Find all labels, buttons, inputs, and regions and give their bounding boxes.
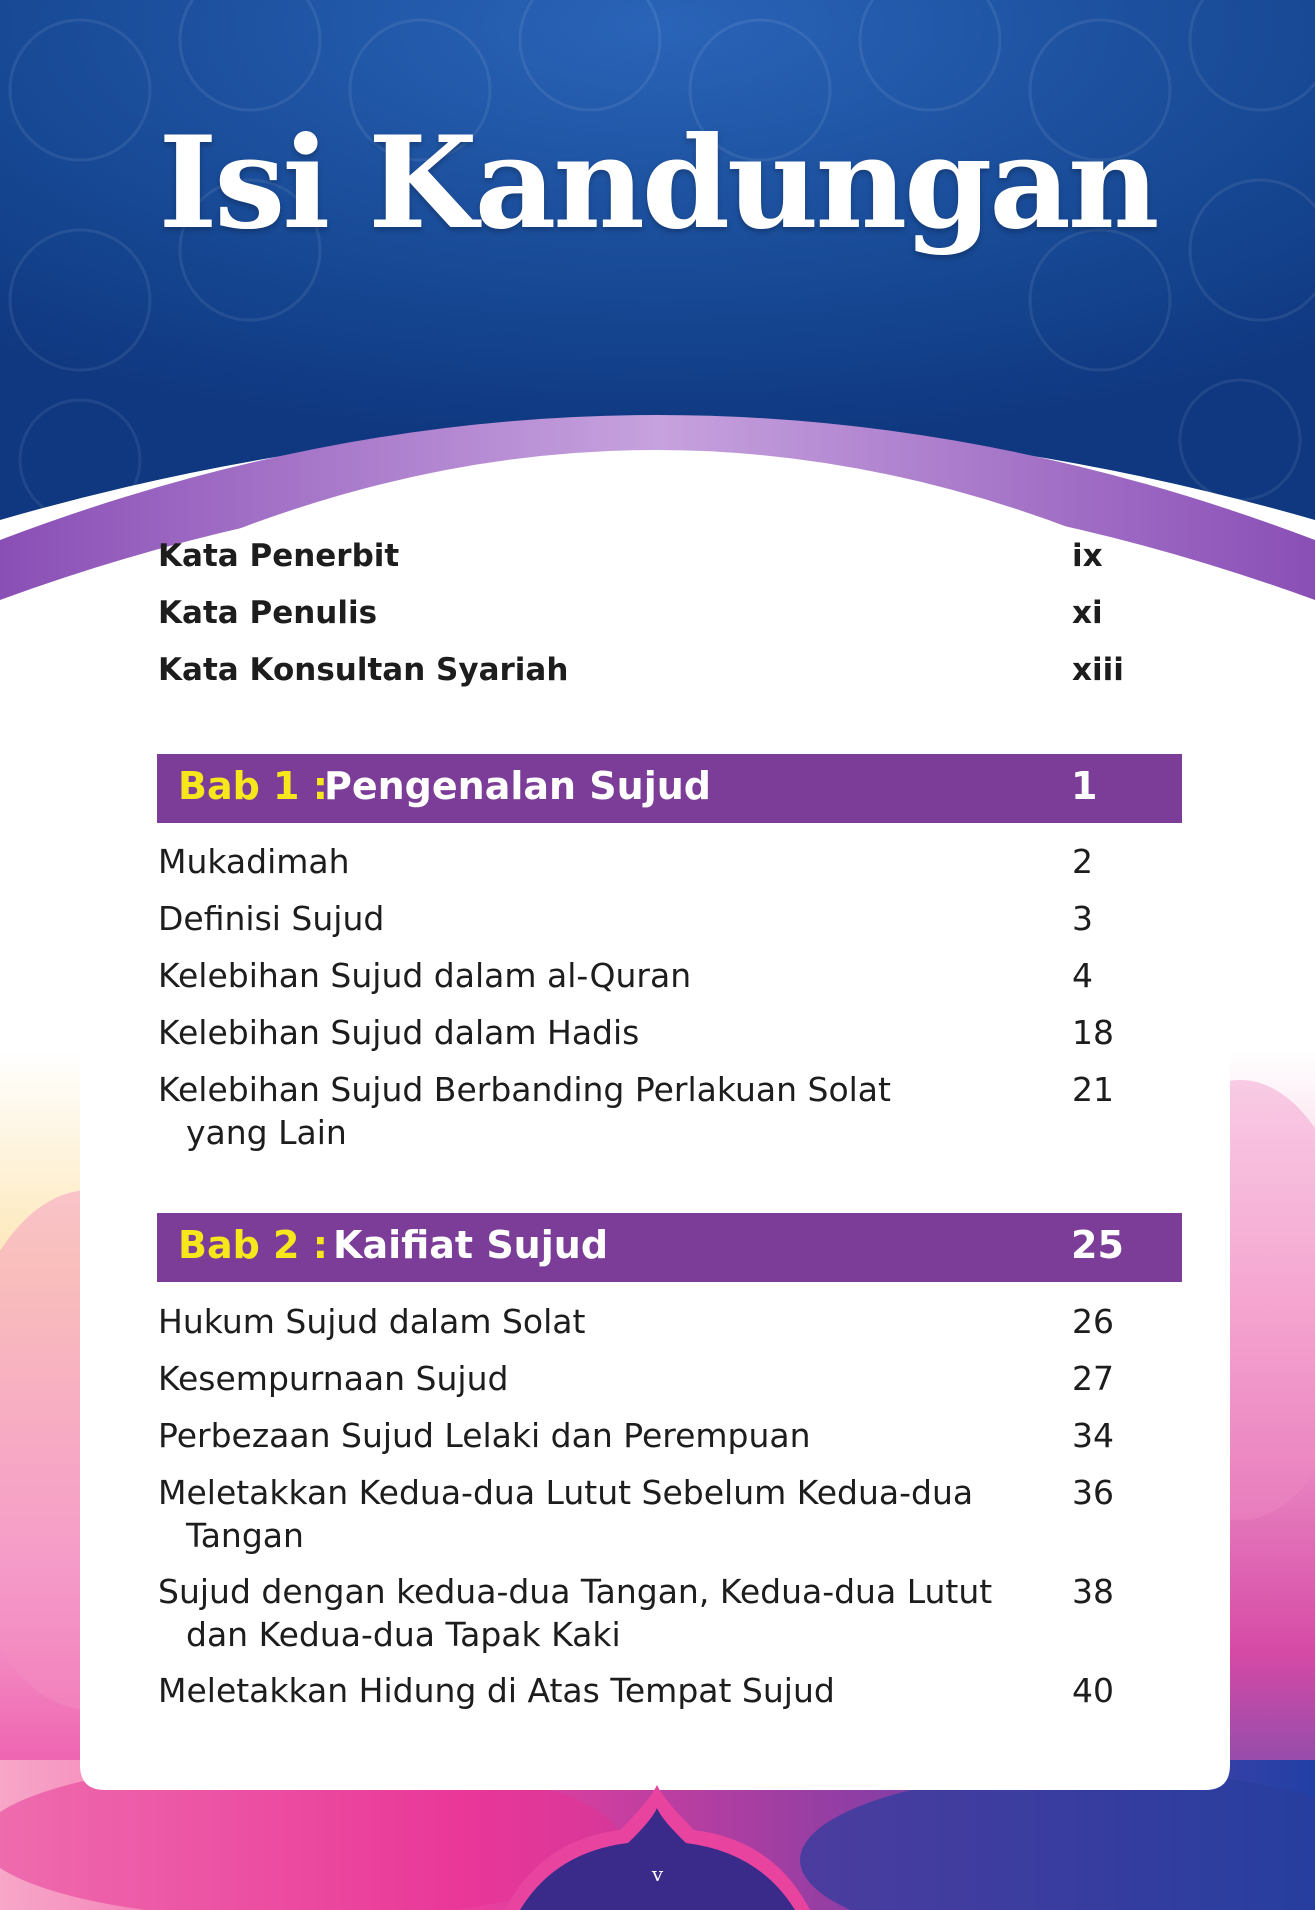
chapter-header: [157, 754, 1182, 823]
toc-entry-page: 2: [1072, 842, 1093, 881]
toc-entry-title: Hukum Sujud dalam Solat: [158, 1302, 586, 1341]
toc-entry: [158, 954, 1182, 1004]
chapter-page: 25: [1071, 1223, 1124, 1267]
front-matter-row: [158, 595, 1182, 645]
toc-entry-page: 18: [1072, 1013, 1114, 1052]
toc-entry-page: 40: [1072, 1671, 1114, 1710]
toc-entry-page: 36: [1072, 1473, 1114, 1512]
toc-entry: [158, 1414, 1182, 1464]
front-matter-page: xiii: [1072, 652, 1124, 688]
front-matter-label: Kata Penulis: [158, 595, 378, 631]
chapter-page: 1: [1071, 764, 1098, 808]
chapter-title: Kaifiat Sujud: [333, 1223, 609, 1267]
toc-entry-title: Kelebihan Sujud dalam al-Quran: [158, 956, 692, 995]
front-matter-page: xi: [1072, 595, 1103, 631]
chapter-number: Bab 1 :: [178, 764, 328, 808]
toc-entry-page: 27: [1072, 1359, 1114, 1398]
toc-entry: [158, 1669, 1182, 1719]
front-matter-row: [158, 538, 1182, 588]
toc-entry-title: Meletakkan Hidung di Atas Tempat Sujud: [158, 1671, 835, 1710]
page-title: Isi Kandungan: [158, 109, 1157, 257]
toc-entry: [158, 1300, 1182, 1350]
toc-entry-page: 21: [1072, 1070, 1114, 1109]
chapter-title: Pengenalan Sujud: [324, 764, 711, 808]
toc-entry: [158, 897, 1182, 947]
page-number: v: [651, 1862, 664, 1886]
toc-entry-title: Kesempurnaan Sujud: [158, 1359, 509, 1398]
toc-entry-page: 4: [1072, 956, 1093, 995]
front-matter-row: [158, 652, 1182, 702]
toc-entry-title: Perbezaan Sujud Lelaki dan Perempuan: [158, 1416, 811, 1455]
front-matter-label: Kata Konsultan Syariah: [158, 652, 569, 688]
chapter-number: Bab 2 :: [178, 1223, 328, 1267]
toc-entry-title: Kelebihan Sujud Berbanding Perlakuan Solat yang Lain: [158, 1070, 891, 1152]
toc-entry: [158, 1471, 1182, 1561]
front-matter-page: ix: [1072, 538, 1103, 574]
toc-entry: [158, 1357, 1182, 1407]
toc-entry: [158, 840, 1182, 890]
chapter-header: [157, 1213, 1182, 1282]
toc-entry-title: Meletakkan Kedua-dua Lutut Sebelum Kedua-dua Tangan: [158, 1473, 974, 1555]
toc-entry: [158, 1011, 1182, 1061]
toc-entry-page: 3: [1072, 899, 1093, 938]
toc-entry-title: Definisi Sujud: [158, 899, 385, 938]
toc-entry-title: Kelebihan Sujud dalam Hadis: [158, 1013, 640, 1052]
toc-entry-page: 38: [1072, 1572, 1114, 1611]
toc-entry-title: Sujud dengan kedua-dua Tangan, Kedua-dua Lutut dan Kedua-dua Tapak Kaki: [158, 1572, 993, 1654]
front-matter-label: Kata Penerbit: [158, 538, 400, 574]
toc-entry-page: 26: [1072, 1302, 1114, 1341]
toc-entry: [158, 1570, 1182, 1660]
toc-entry-title: Mukadimah: [158, 842, 350, 881]
toc-entry-page: 34: [1072, 1416, 1114, 1455]
toc-entry: [158, 1068, 1182, 1158]
